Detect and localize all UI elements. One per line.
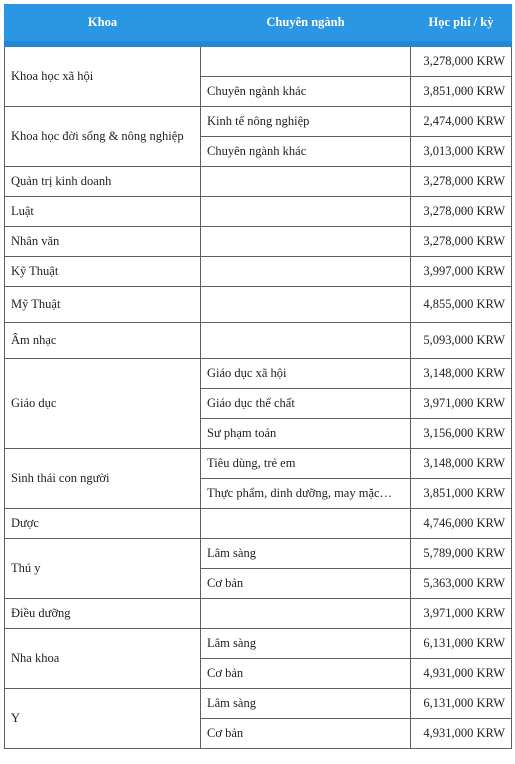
major-cell: Giáo dục xã hội [201, 359, 411, 389]
fee-cell: 5,363,000 KRW [411, 569, 512, 599]
table-row [5, 323, 512, 359]
fee-cell: 4,855,000 KRW [411, 287, 512, 323]
major-cell: Chuyên ngành khác [201, 77, 411, 107]
major-cell: Cơ bản [201, 719, 411, 749]
fee-cell: 4,746,000 KRW [411, 509, 512, 539]
faculty-cell: Nha khoa [5, 629, 201, 689]
tuition-table [4, 4, 512, 749]
fee-cell: 2,474,000 KRW [411, 107, 512, 137]
fee-cell: 3,278,000 KRW [411, 167, 512, 197]
major-cell [201, 197, 411, 227]
major-cell [201, 257, 411, 287]
major-cell: Cơ bản [201, 659, 411, 689]
faculty-cell: Kỹ Thuật [5, 257, 201, 287]
fee-cell: 3,997,000 KRW [411, 257, 512, 287]
header-faculty: Khoa [5, 4, 201, 44]
fee-cell: 3,971,000 KRW [411, 389, 512, 419]
faculty-cell: Khoa học xã hội [5, 44, 201, 107]
table-row [5, 44, 512, 77]
header-fee: Học phí / kỳ [411, 4, 512, 44]
fee-cell: 3,278,000 KRW [411, 197, 512, 227]
fee-cell: 3,156,000 KRW [411, 419, 512, 449]
major-cell: Lâm sàng [201, 629, 411, 659]
fee-cell: 3,148,000 KRW [411, 449, 512, 479]
fee-cell: 3,278,000 KRW [411, 227, 512, 257]
fee-cell: 4,931,000 KRW [411, 719, 512, 749]
major-cell: Giáo dục thể chất [201, 389, 411, 419]
major-cell [201, 44, 411, 77]
major-cell: Chuyên ngành khác [201, 137, 411, 167]
fee-cell: 4,931,000 KRW [411, 659, 512, 689]
table-row [5, 539, 512, 569]
faculty-cell: Quản trị kinh doanh [5, 167, 201, 197]
header-major: Chuyên ngành [201, 4, 411, 44]
fee-cell: 3,148,000 KRW [411, 359, 512, 389]
fee-cell: 5,789,000 KRW [411, 539, 512, 569]
faculty-cell: Nhân văn [5, 227, 201, 257]
table-row [5, 257, 512, 287]
faculty-cell: Âm nhạc [5, 323, 201, 359]
major-cell [201, 599, 411, 629]
faculty-cell: Sinh thái con người [5, 449, 201, 509]
fee-cell: 3,851,000 KRW [411, 77, 512, 107]
major-cell: Cơ bản [201, 569, 411, 599]
major-cell: Kinh tế nông nghiệp [201, 107, 411, 137]
faculty-cell: Y [5, 689, 201, 749]
faculty-cell: Mỹ Thuật [5, 287, 201, 323]
faculty-cell: Thú y [5, 539, 201, 599]
table-row [5, 599, 512, 629]
major-cell [201, 287, 411, 323]
major-cell: Sư phạm toán [201, 419, 411, 449]
major-cell [201, 509, 411, 539]
fee-cell: 6,131,000 KRW [411, 629, 512, 659]
major-cell [201, 323, 411, 359]
table-row [5, 287, 512, 323]
major-cell: Lâm sàng [201, 689, 411, 719]
table-row [5, 227, 512, 257]
major-cell: Thực phẩm, dinh dưỡng, may mặc… [201, 479, 411, 509]
major-cell: Tiêu dùng, trẻ em [201, 449, 411, 479]
fee-cell: 6,131,000 KRW [411, 689, 512, 719]
faculty-cell: Giáo dục [5, 359, 201, 449]
fee-cell: 3,971,000 KRW [411, 599, 512, 629]
fee-cell: 3,013,000 KRW [411, 137, 512, 167]
faculty-cell: Khoa học đời sống & nông nghiệp [5, 107, 201, 167]
major-cell [201, 227, 411, 257]
table-row [5, 689, 512, 719]
table-row [5, 197, 512, 227]
fee-cell: 5,093,000 KRW [411, 323, 512, 359]
fee-cell: 3,851,000 KRW [411, 479, 512, 509]
table-row [5, 629, 512, 659]
table-row [5, 449, 512, 479]
fee-cell: 3,278,000 KRW [411, 44, 512, 77]
table-row [5, 359, 512, 389]
table-row [5, 167, 512, 197]
table-row [5, 107, 512, 137]
faculty-cell: Dược [5, 509, 201, 539]
table-row [5, 509, 512, 539]
faculty-cell: Luật [5, 197, 201, 227]
header-row [5, 4, 512, 44]
faculty-cell: Điều dưỡng [5, 599, 201, 629]
major-cell [201, 167, 411, 197]
major-cell: Lâm sàng [201, 539, 411, 569]
